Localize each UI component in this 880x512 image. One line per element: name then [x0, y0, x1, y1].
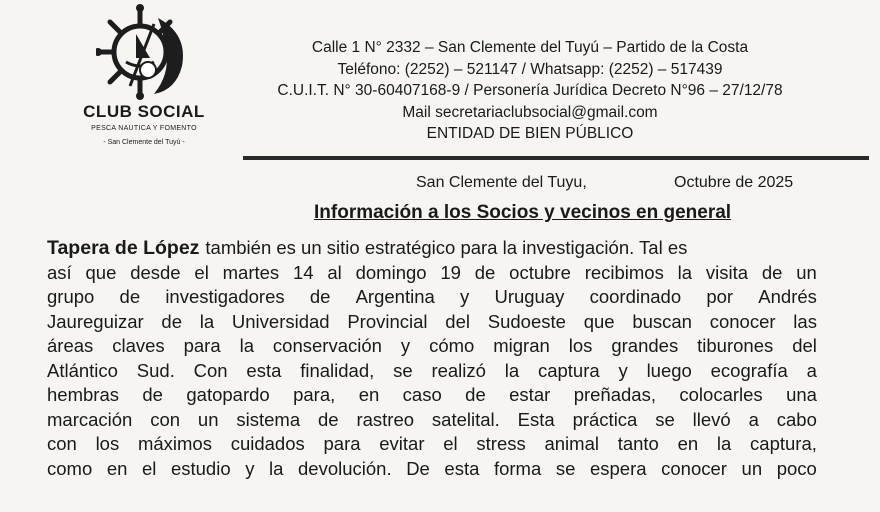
word: en [358, 384, 380, 405]
word: migran [493, 335, 550, 356]
body-line [47, 383, 817, 408]
word: espera [589, 457, 647, 479]
word: animal [544, 433, 599, 454]
word: las [793, 310, 817, 332]
cuit-line: C.U.I.T. N° 30-60407168-9 / Personería Jurídica Decreto N°96 – 27/12/78 [277, 82, 783, 99]
word: que [85, 261, 117, 283]
dateline [416, 174, 794, 192]
word: Provincial [347, 310, 428, 332]
address-line: Calle 1 N° 2332 – San Clemente del Tuyú – Partido de la Costa [311, 39, 749, 56]
word: de [318, 408, 339, 430]
word: cabo [776, 408, 817, 430]
word: y [245, 457, 255, 479]
word: a [806, 359, 817, 381]
word: marcación [47, 408, 133, 430]
word: luego [646, 359, 692, 381]
body-line [47, 432, 817, 457]
word: conservación [272, 335, 382, 356]
word: investigadores [165, 286, 285, 307]
word: de [119, 286, 141, 307]
word: Uruguay [494, 286, 565, 307]
word: del [445, 310, 470, 332]
word: forma [493, 457, 542, 479]
word: de [474, 261, 496, 283]
word: en [106, 457, 128, 479]
word: octubre [509, 261, 571, 283]
word: la [269, 457, 284, 479]
body-line [47, 285, 817, 310]
club-name: CLUB SOCIAL [83, 102, 205, 121]
word: el [443, 433, 458, 454]
letter-body [47, 236, 817, 481]
word: conocer [709, 310, 776, 332]
word: como [47, 457, 93, 479]
word: de [309, 286, 331, 307]
body-line [47, 261, 817, 286]
letter-title: Información a los Socios y vecinos en general [314, 202, 732, 223]
header-divider [243, 156, 869, 160]
body-line [47, 236, 817, 261]
word: realizó [431, 359, 486, 381]
word: Sudoeste [487, 310, 566, 332]
word: una [786, 384, 817, 405]
body-line [47, 457, 817, 482]
word: colocarles [679, 384, 763, 405]
word: ecografía [710, 359, 788, 381]
word: llevó [692, 408, 731, 430]
word: De [406, 457, 430, 479]
word: coordinado [589, 286, 682, 307]
body-line [47, 359, 817, 384]
word: que [583, 310, 615, 332]
word: Atlántico [47, 359, 118, 381]
body-line [47, 408, 817, 433]
word: buscan [632, 310, 692, 332]
word: con [47, 433, 77, 454]
date: Octubre de 2025 [674, 174, 794, 191]
word: gatopardo [186, 384, 270, 405]
word: estar [509, 384, 551, 405]
word: 19 [440, 261, 461, 283]
word: 14 [292, 261, 314, 283]
word: sistema [236, 408, 301, 430]
word: de [161, 310, 182, 332]
word: finalidad, [300, 359, 375, 381]
club-subtitle: PESCA NAUTICA Y FOMENTO [91, 125, 197, 132]
body-line-text: también es un sitio estratégico para la investigación. Tal es [205, 237, 688, 258]
word: tanto [617, 433, 659, 454]
word: claves [112, 335, 165, 356]
word: tiburones [697, 335, 774, 356]
word: así [47, 261, 72, 283]
word: el [141, 457, 157, 479]
phone-line: Teléfono: (2252) – 521147 / Whatsapp: (2252) – 517439 [337, 60, 723, 78]
word: máximos [137, 433, 212, 454]
word: Jaureguizar [47, 310, 144, 332]
mail-line: Mail secretariaclubsocial@gmail.com [402, 103, 658, 121]
word: un [197, 408, 219, 430]
word: los [95, 433, 120, 454]
word: un [796, 261, 817, 283]
word: del [792, 335, 817, 356]
word: esta [246, 359, 282, 381]
word: satelital. [431, 408, 500, 430]
word: desde [130, 261, 181, 283]
word: martes [222, 261, 280, 283]
word: para [183, 335, 221, 356]
word: la [239, 335, 254, 356]
lead-place: Tapera de López [47, 237, 200, 259]
word: evitar [379, 433, 425, 454]
word: cuidados [230, 433, 305, 454]
word: práctica [572, 408, 638, 430]
word: para, [293, 384, 336, 405]
word: un [741, 457, 763, 479]
word: se [655, 408, 675, 430]
word: a [748, 408, 759, 430]
word: la [504, 359, 520, 381]
word: la [199, 310, 215, 332]
word: se [555, 457, 576, 479]
ship-wheel-fish-emblem-icon [96, 4, 192, 100]
body-line [47, 334, 817, 359]
word: por [706, 286, 734, 307]
word: recibimos [584, 261, 664, 283]
word: cómo [429, 335, 475, 356]
word: la [677, 261, 693, 283]
word: con [150, 408, 181, 430]
word: para [323, 433, 361, 454]
entity-line: ENTIDAD DE BIEN PÚBLICO [426, 125, 634, 142]
word: grupo [47, 286, 95, 307]
word: de [761, 261, 783, 283]
body-line [47, 310, 817, 335]
word: preñadas, [573, 384, 656, 405]
word: al [327, 261, 342, 283]
letterhead-contact [232, 37, 828, 145]
word: rastreo [356, 408, 415, 430]
word: grandes [611, 335, 679, 356]
word: Andrés [758, 286, 817, 307]
word: devolución. [298, 457, 392, 479]
word: conocer [661, 457, 727, 479]
word: los [568, 335, 593, 356]
word: áreas [47, 335, 94, 356]
club-town: - San Clemente del Tuyú - [103, 139, 185, 146]
word: captura, [750, 433, 817, 454]
word: el [194, 261, 209, 283]
word: stress [476, 433, 526, 454]
word: Universidad [231, 310, 330, 332]
word: domingo [355, 261, 427, 283]
word: visita [705, 261, 749, 283]
word: y [400, 335, 411, 356]
word: hembras [47, 384, 119, 405]
word: poco [776, 457, 817, 479]
club-logo [78, 4, 210, 150]
word: de [142, 384, 163, 405]
word: de [465, 384, 486, 405]
word: la [716, 433, 732, 454]
word: esta [444, 457, 480, 479]
word: en [677, 433, 699, 454]
word: Argentina [355, 286, 435, 307]
word: Esta [517, 408, 555, 430]
word: Sud. [136, 359, 175, 381]
word: Con [193, 359, 228, 381]
word: estudio [170, 457, 231, 479]
word: y [460, 286, 470, 307]
word: y [618, 359, 628, 381]
word: se [393, 359, 413, 381]
word: captura [537, 359, 600, 381]
word: caso [402, 384, 442, 405]
place: San Clemente del Tuyu, [416, 174, 587, 191]
